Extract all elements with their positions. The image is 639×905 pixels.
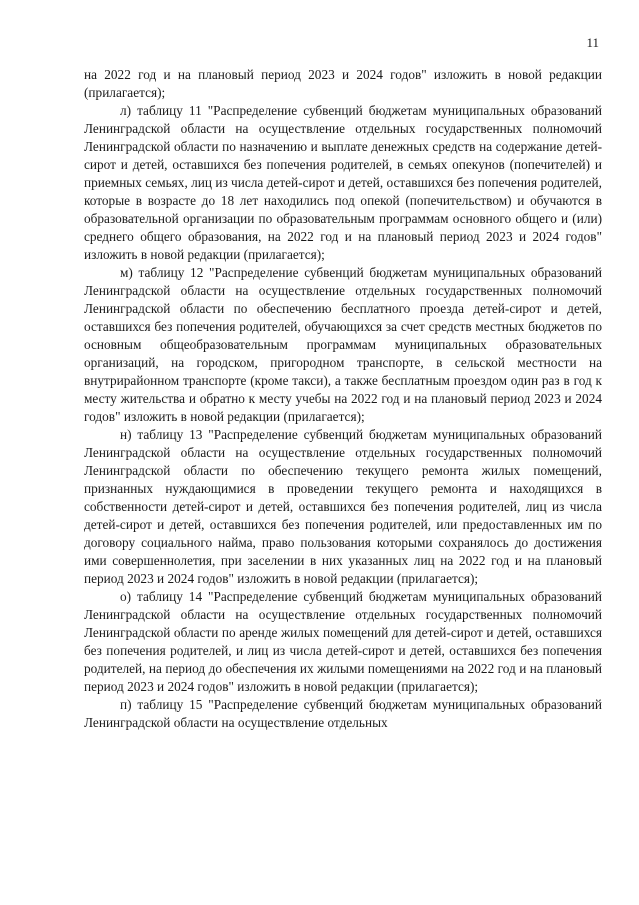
- paragraph-item-o: о) таблицу 14 "Распределение субвенций бюджетам муниципальных образований Ленинградской области на осуществление отдельных государственных полномочий Ленинградской области по аренде жилых помещений для детей-сирот и детей, оставшихся без попечения родителей, и лиц из числа детей-сирот и детей, оставшихся без попечения родителей, на период до обеспечения их жилыми помещениями на 2022 год и на плановый период 2023 и 2024 годов" изложить в новой редакции (прилагается);: [84, 589, 602, 694]
- paragraph-continuation: на 2022 год и на плановый период 2023 и 2024 годов" изложить в новой редакции (прилагается);: [84, 67, 602, 100]
- document-body: [84, 66, 602, 732]
- paragraph-item-p: п) таблицу 15 "Распределение субвенций бюджетам муниципальных образований Ленинградской области на осуществление отдельных: [84, 697, 602, 730]
- paragraph-item-n: н) таблицу 13 "Распределение субвенций бюджетам муниципальных образований Ленинградской области на осуществление отдельных государственных полномочий Ленинградской области по обеспечению текущего ремонта жилых помещений, признанных нуждающимися в проведении текущего ремонта и находящихся в собственности детей-сирот и детей, оставшихся без попечения родителей, лиц из числа детей-сирот и детей, оставшихся без попечения родителей, или предоставленных им по договору социального найма, право пользования которыми сохранялось до достижения ими совершеннолетия, при заселении в них указанных лиц на 2022 год и на плановый период 2023 и 2024 годов" изложить в новой редакции (прилагается);: [84, 427, 602, 586]
- paragraph-item-l: л) таблицу 11 "Распределение субвенций бюджетам муниципальных образований Ленинградской области на осуществление отдельных государственных полномочий Ленинградской области по назначению и выплате денежных средств на содержание детей-сирот и детей, оставшихся без попечения родителей, в семьях опекунов (попечителей) и приемных семьях, лиц из числа детей-сирот и детей, оставшихся без попечения родителей, которые в возрасте до 18 лет находились под опекой (попечительством) и обучаются в образовательной организации по образовательным программам основного общего и (или) среднего общего образования, на 2022 год и на плановый период 2023 и 2024 годов" изложить в новой редакции (прилагается);: [84, 103, 602, 262]
- page-number: 11: [586, 35, 599, 50]
- paragraph-item-m: м) таблицу 12 "Распределение субвенций бюджетам муниципальных образований Ленинградской области на осуществление отдельных государственных полномочий Ленинградской области по обеспечению бесплатного проезда детей-сирот и детей, оставшихся без попечения родителей, обучающихся за счет средств местных бюджетов по основным общеобразовательным программам муниципальных образовательных организаций, на городском, пригородном транспорте, в сельской местности на внутрирайонном транспорте (кроме такси), а также бесплатным проездом один раз в год к месту жительства и обратно к месту учебы на 2022 год и на плановый период 2023 и 2024 годов" изложить в новой редакции (прилагается);: [84, 265, 602, 424]
